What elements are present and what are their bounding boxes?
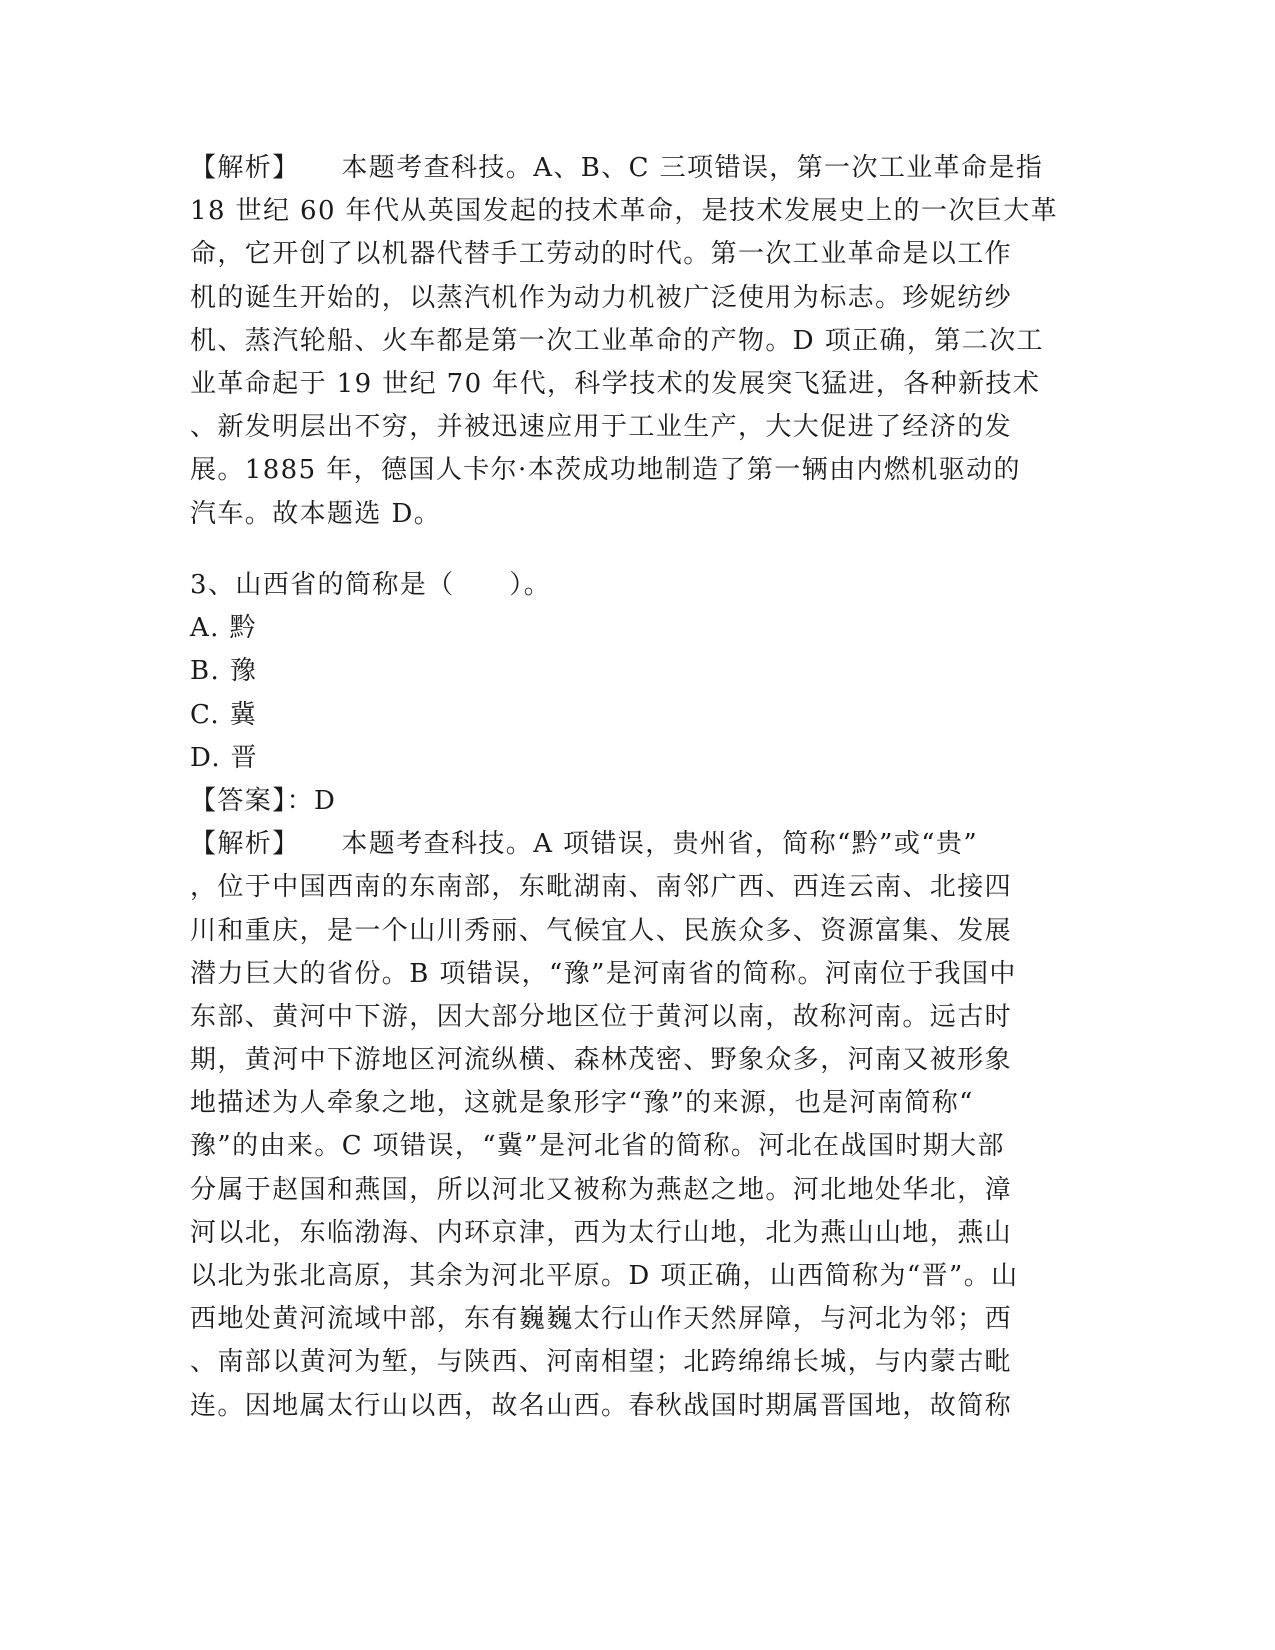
answer-line: 【答案】：D	[190, 785, 337, 816]
option-a: A. 黔	[190, 613, 257, 644]
option-d: D. 晋	[190, 742, 259, 773]
analysis-line: 、南部以黄河为堑，与陕西、河南相望；北跨绵绵长城，与内蒙古毗	[190, 1347, 1013, 1378]
analysis-line: 东部、黄河中下游，因大部分地区位于黄河以南，故称河南。远古时	[190, 1001, 1013, 1032]
analysis-line: 业革命起于 19 世纪 70 年代，科学技术的发展突飞猛进，各种新技术	[190, 368, 1041, 399]
analysis-line: 机的诞生开始的，以蒸汽机作为动力机被广泛使用为标志。珍妮纺纱	[190, 282, 1013, 313]
analysis-line: 期，黄河中下游地区河流纵横、森林茂密、野象众多，河南又被形象	[190, 1045, 1013, 1076]
analysis-line: 汽车。故本题选 D。	[190, 498, 442, 529]
option-b: B. 豫	[190, 656, 258, 687]
question-2-analysis	[190, 147, 1090, 536]
question-stem: 3、山西省的简称是（ ）。	[190, 570, 552, 600]
analysis-line: 命，它开创了以机器代替手工劳动的时代。第一次工业革命是以工作	[190, 239, 1013, 270]
analysis-line: 豫”的由来。C 项错误，“冀”是河北省的简称。河北在战国时期大部	[190, 1131, 1005, 1162]
analysis-line: 【解析】 本题考查科技。A 项错误，贵州省，简称“黔”或“贵”	[190, 829, 979, 860]
analysis-line: 18 世纪 60 年代从英国发起的技术革命，是技术发展史上的一次巨大革	[190, 196, 1058, 227]
analysis-line: 川和重庆，是一个山川秀丽、气候宜人、民族众多、资源富集、发展	[190, 915, 1013, 946]
analysis-line: 展。1885 年，德国人卡尔·本茨成功地制造了第一辆由内燃机驱动的	[190, 455, 1021, 486]
analysis-line: 【解析】 本题考查科技。A、B、C 三项错误，第一次工业革命是指	[190, 153, 1044, 183]
analysis-line: 分属于赵国和燕国，所以河北又被称为燕赵之地。河北地处华北，漳	[190, 1174, 1013, 1205]
analysis-line: 西地处黄河流域中部，东有巍巍太行山作天然屏障，与河北为邻；西	[190, 1304, 1013, 1335]
analysis-line: 以北为张北高原，其余为河北平原。D 项正确，山西简称为“晋”。山	[190, 1261, 1019, 1291]
analysis-line: 地描述为人牵象之地，这就是象形字“豫”的来源，也是河南简称“	[190, 1088, 974, 1119]
question-3	[190, 564, 1090, 1428]
analysis-line: 机、蒸汽轮船、火车都是第一次工业革命的产物。D 项正确，第二次工	[190, 325, 1044, 356]
analysis-line: 河以北，东临渤海、内环京津，西为太行山地，北为燕山山地，燕山	[190, 1217, 1013, 1248]
analysis-line: 潜力巨大的省份。B 项错误，“豫”是河南省的简称。河南位于我国中	[190, 958, 1017, 989]
analysis-line: 连。因地属太行山以西，故名山西。春秋战国时期属晋国地，故简称	[190, 1390, 1013, 1421]
option-c: C. 冀	[190, 699, 258, 730]
analysis-line: 、新发明层出不穷，并被迅速应用于工业生产，大大促进了经济的发	[190, 412, 1013, 443]
analysis-line: ，位于中国西南的东南部，东毗湖南、南邻广西、西连云南、北接四	[190, 872, 1013, 903]
